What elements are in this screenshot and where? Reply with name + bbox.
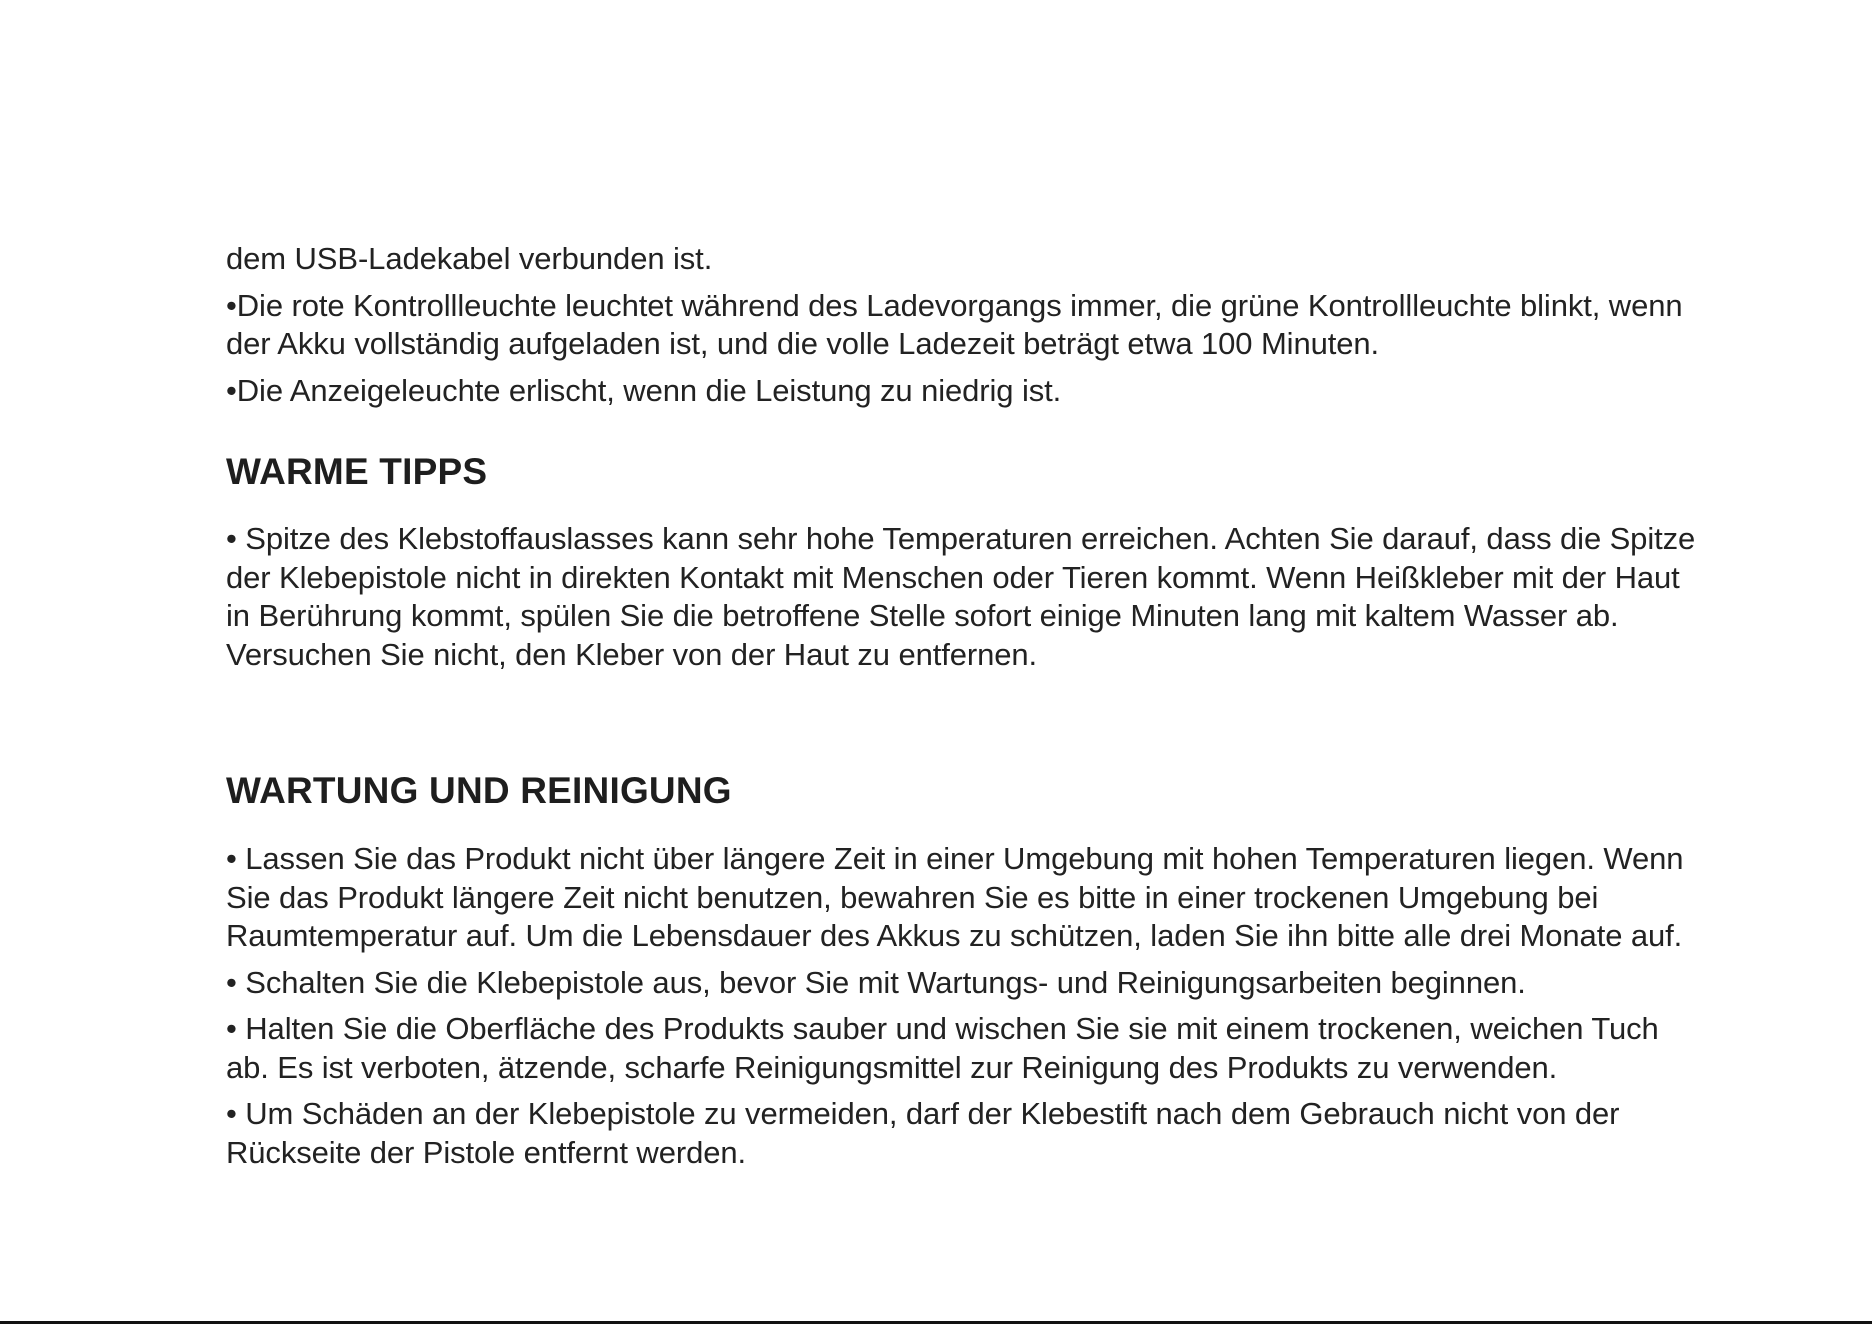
wartung-bullet-4: • Um Schäden an der Klebepistole zu vermeiden, darf der Klebestift nach dem Gebrauch nicht von der Rückseite der Pistole entfernt werden. [226, 1096, 1620, 1170]
document-page [226, 240, 1706, 1172]
intro-continuation-text: dem USB-Ladekabel verbunden ist. [226, 241, 713, 276]
indicator-light-bullet: •Die Anzeigeleuchte erlischt, wenn die Leistung zu niedrig ist. [226, 372, 1062, 408]
warme-tipps-bullet-1: • Spitze des Klebstoffauslasses kann sehr hohe Temperaturen erreichen. Achten Sie darauf, dass die Spitze der Klebepistole nicht in direkten Kontakt mit Menschen oder Tieren kommt. Wenn Heißkleber mit der Haut in Berührung kommt, spülen Sie die betroffene Stelle sofort einige Minuten lang mit kaltem Wasser ab. Versuchen Sie nicht, den Kleber von der Haut zu entfernen. [226, 521, 1696, 672]
charging-light-bullet: •Die rote Kontrollleuchte leuchtet während des Ladevorgangs immer, die grüne Kontrollleuchte blinkt, wenn der Akku vollständig aufgeladen ist, und die volle Ladezeit beträgt etwa 100 Minuten. [226, 287, 1683, 361]
wartung-heading: WARTUNG UND REINIGUNG [226, 770, 732, 811]
wartung-bullet-3: • Halten Sie die Oberfläche des Produkts sauber und wischen Sie sie mit einem trockenen, weichen Tuch ab. Es ist verboten, ätzende, scharfe Reinigungsmittel zur Reinigung des Produkts zu verwenden. [226, 1011, 1659, 1085]
warme-tipps-heading: WARME TIPPS [226, 451, 488, 492]
wartung-bullet-2: • Schalten Sie die Klebepistole aus, bevor Sie mit Wartungs- und Reinigungsarbeiten beginnen. [226, 964, 1526, 1000]
wartung-bullet-1: • Lassen Sie das Produkt nicht über längere Zeit in einer Umgebung mit hohen Temperaturen liegen. Wenn Sie das Produkt längere Zeit nicht benutzen, bewahren Sie es bitte in einer trockenen Umgebung bei Raumtemperatur auf. Um die Lebensdauer des Akkus zu schützen, laden Sie ihn bitte alle drei Monate auf. [226, 841, 1684, 953]
